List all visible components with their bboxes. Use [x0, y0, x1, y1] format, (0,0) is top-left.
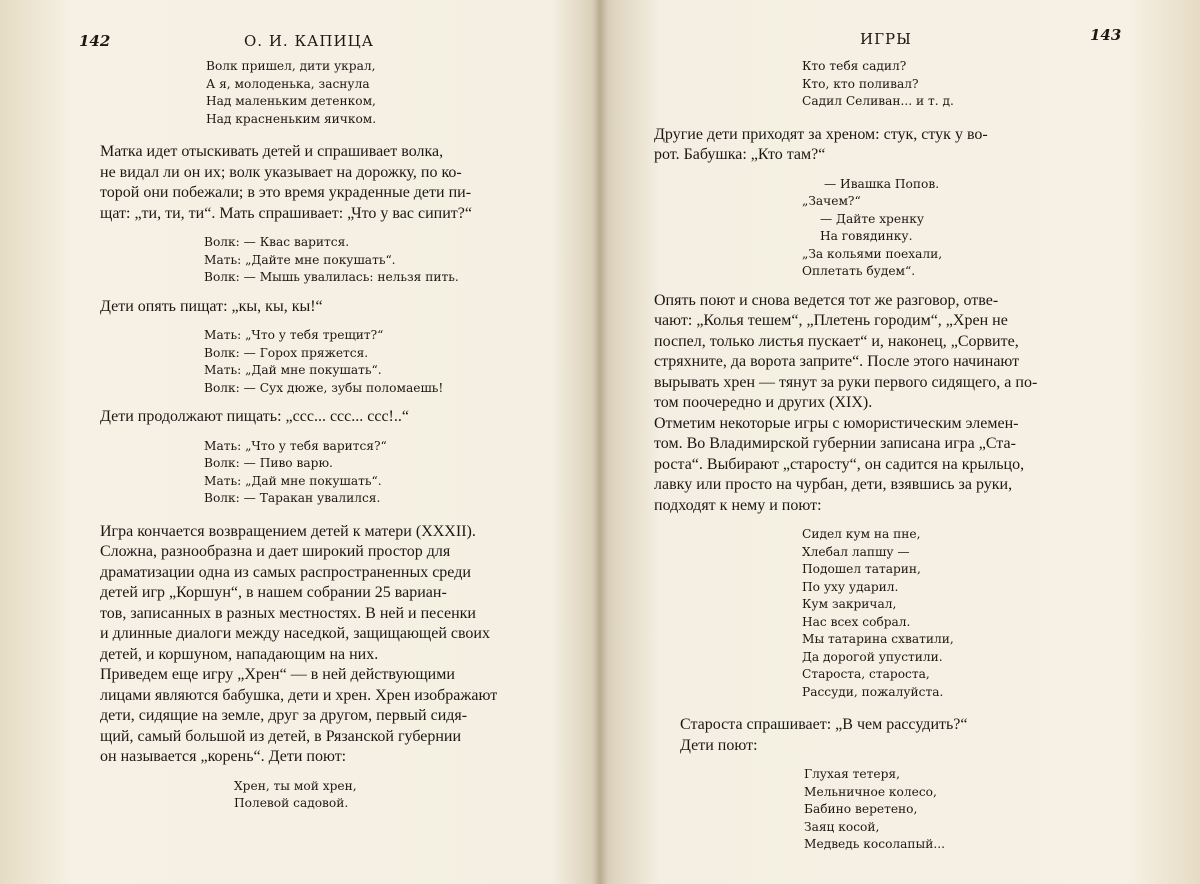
- right-page-body: [654, 58, 1106, 854]
- verse-block: [234, 778, 544, 813]
- text-line: Староста спрашивает: „В чем рассудить?“: [680, 716, 968, 733]
- text-line: вырывать хрен — тянут за руки первого сидящего, а по-: [654, 373, 1038, 391]
- dialogue-line: „За кольями поехали,: [802, 246, 943, 261]
- verse-line: Над маленьким детенком,: [206, 94, 376, 108]
- dialogue-line: „Зачем?“: [802, 194, 861, 208]
- verse-line: Нас всех собрал.: [802, 614, 911, 629]
- verse-line: Подошел татарин,: [802, 562, 921, 576]
- dialogue-line: На говядинку.: [820, 229, 913, 243]
- text-line: дети, сидящие на земле, друг за другом, первый сидя-: [100, 707, 468, 724]
- verse-line: Мы татарина схватили,: [802, 632, 954, 646]
- text-line: Матка идет отыскивать детей и спрашивает волка,: [100, 143, 444, 160]
- dialogue-block: [204, 438, 544, 508]
- paragraph: [100, 522, 544, 666]
- left-page: [0, 0, 598, 884]
- dialogue-line: Волк: — Горох пряжется.: [204, 345, 369, 360]
- text-line: щий, самый большой из детей, в Рязанской губернии: [100, 727, 462, 745]
- verse-line: Хлебал лапшу —: [802, 544, 910, 559]
- dialogue-line: Мать: „Дай мне покушать“.: [204, 473, 382, 488]
- running-head: О. И. КАПИЦА: [244, 32, 375, 50]
- verse-line: Медведь косолапый...: [804, 837, 945, 851]
- verse-line: Мельничное колесо,: [804, 784, 937, 799]
- dialogue-line: Волк: — Таракан увалился.: [204, 491, 381, 505]
- right-page: [600, 0, 1200, 884]
- dialogue-line: Мать: „Дайте мне покушать“.: [204, 252, 396, 267]
- verse-line: Заяц косой,: [804, 819, 880, 834]
- verse-line: Кто тебя садил?: [802, 59, 907, 73]
- dialogue-line: Волк: — Сух дюже, зубы поломаешь!: [204, 380, 444, 395]
- dialogue-line: Волк: — Мышь увалилась: нельзя пить.: [204, 270, 459, 284]
- verse-block: [804, 766, 1106, 854]
- text-line: рот. Бабушка: „Кто там?“: [654, 146, 826, 163]
- left-page-header: [0, 26, 598, 52]
- text-line: Дети продолжают пищать: „ссс... ссс... ссс!..“: [100, 408, 409, 425]
- text-line: тов, записанных в разных местностях. В ней и песенки: [100, 604, 476, 622]
- paragraph: [680, 715, 1106, 756]
- paragraph: [654, 291, 1106, 414]
- text-line: Сложна, разнообразна и дает широкий простор для: [100, 543, 451, 560]
- text-line: лавку или просто на чурбан, дети, взявшись за руки,: [654, 476, 1013, 493]
- verse-line: Садил Селиван... и т. д.: [802, 94, 954, 108]
- verse-block: [802, 526, 1106, 701]
- dialogue-line: Волк: — Пиво варю.: [204, 456, 333, 470]
- verse-line: Полевой садовой.: [234, 796, 349, 810]
- left-page-body: [100, 58, 544, 813]
- verse-line: Кто, кто поливал?: [802, 76, 919, 91]
- verse-line: Рассуди, пожалуйста.: [802, 684, 944, 699]
- paragraph: [100, 665, 544, 768]
- verse-block: [802, 58, 1106, 111]
- text-line: чают: „Колья тешем“, „Плетень городим“, „Хрен не: [654, 312, 1008, 329]
- verse-line: Хрен, ты мой хрен,: [234, 778, 357, 793]
- text-line: щат: „ти, ти, ти“. Мать спрашивает: „Что у вас сипит?“: [100, 204, 472, 222]
- text-line: стряхните, да ворота заприте“. После этого начинают: [654, 353, 1020, 370]
- verse-line: Бабино веретено,: [804, 802, 918, 816]
- text-line: Приведем еще игру „Хрен“ — в ней действующими: [100, 666, 455, 683]
- text-line: подходят к нему и поют:: [654, 496, 822, 514]
- text-line: детей игр „Коршун“, в нашем собрании 25 вариан-: [100, 584, 447, 601]
- text-line: том. Во Владимирской губернии записана игра „Ста-: [654, 435, 1016, 452]
- page-number: 142: [79, 32, 111, 50]
- verse-line: Сидел кум на пне,: [802, 527, 921, 541]
- paragraph: [100, 297, 544, 318]
- text-line: детей, и коршуном, нападающим на них.: [100, 645, 379, 663]
- dialogue-block: [204, 234, 544, 287]
- dialogue-line: — Ивашка Попов.: [824, 176, 940, 191]
- text-line: торой они побежали; в это время украденные дети пи-: [100, 184, 472, 201]
- text-line: роста“. Выбирают „старосту“, он садится на крыльцо,: [654, 455, 1025, 473]
- text-line: Отметим некоторые игры с юмористическим элемен-: [654, 414, 1019, 432]
- page-number: 143: [1090, 26, 1122, 44]
- running-head: ИГРЫ: [860, 30, 912, 48]
- text-line: не видал ли он их; волк указывает на дорожку, по ко-: [100, 163, 462, 181]
- text-line: Дети поют:: [680, 736, 758, 754]
- right-page-header: [600, 26, 1200, 52]
- dialogue-line: Волк: — Квас варится.: [204, 235, 350, 249]
- text-line: драматизации одна из самых распространенных среди: [100, 563, 471, 581]
- verse-line: Староста, староста,: [802, 667, 930, 681]
- text-line: Опять поют и снова ведется тот же разговор, отве-: [654, 291, 999, 309]
- dialogue-line: Оплетать будем“.: [802, 264, 916, 278]
- verse-line: Волк пришел, дити украл,: [206, 59, 376, 73]
- text-line: Другие дети приходят за хреном: стук, стук у во-: [654, 125, 988, 143]
- verse-line: Над красненьким яичком.: [206, 111, 377, 126]
- text-line: он называется „корень“. Дети поют:: [100, 748, 347, 765]
- text-line: лицами являются бабушка, дети и хрен. Хрен изображают: [100, 686, 498, 704]
- text-line: поспел, только листья пускает“ и, наконец, „Сорвите,: [654, 332, 1019, 350]
- verse-block: [206, 58, 544, 128]
- dialogue-line: — Дайте хренку: [820, 211, 924, 226]
- paragraph: [100, 407, 544, 428]
- verse-line: Глухая тетеря,: [804, 767, 900, 781]
- paragraph: [100, 142, 544, 224]
- dialogue-line: Мать: „Что у тебя варится?“: [204, 438, 387, 453]
- dialogue-line: Мать: „Дай мне покушать“.: [204, 363, 382, 377]
- text-line: и длинные диалоги между наседкой, защищающей своих: [100, 625, 490, 642]
- verse-line: По уху ударил.: [802, 579, 899, 594]
- dialogue-block: [204, 327, 544, 397]
- dialogue-line: Мать: „Что у тебя трещит?“: [204, 328, 384, 342]
- dialogue-block: [802, 176, 1106, 281]
- text-line: Игра кончается возвращением детей к матери (XXXII).: [100, 522, 476, 540]
- text-line: Дети опять пищат: „кы, кы, кы!“: [100, 297, 323, 315]
- text-line: том поочередно и других (XIX).: [654, 394, 873, 411]
- paragraph: [654, 414, 1106, 517]
- verse-line: Да дорогой упустили.: [802, 649, 943, 664]
- paragraph: [654, 125, 1106, 166]
- verse-line: А я, молоденька, заснула: [206, 76, 370, 91]
- verse-line: Кум закричал,: [802, 597, 897, 611]
